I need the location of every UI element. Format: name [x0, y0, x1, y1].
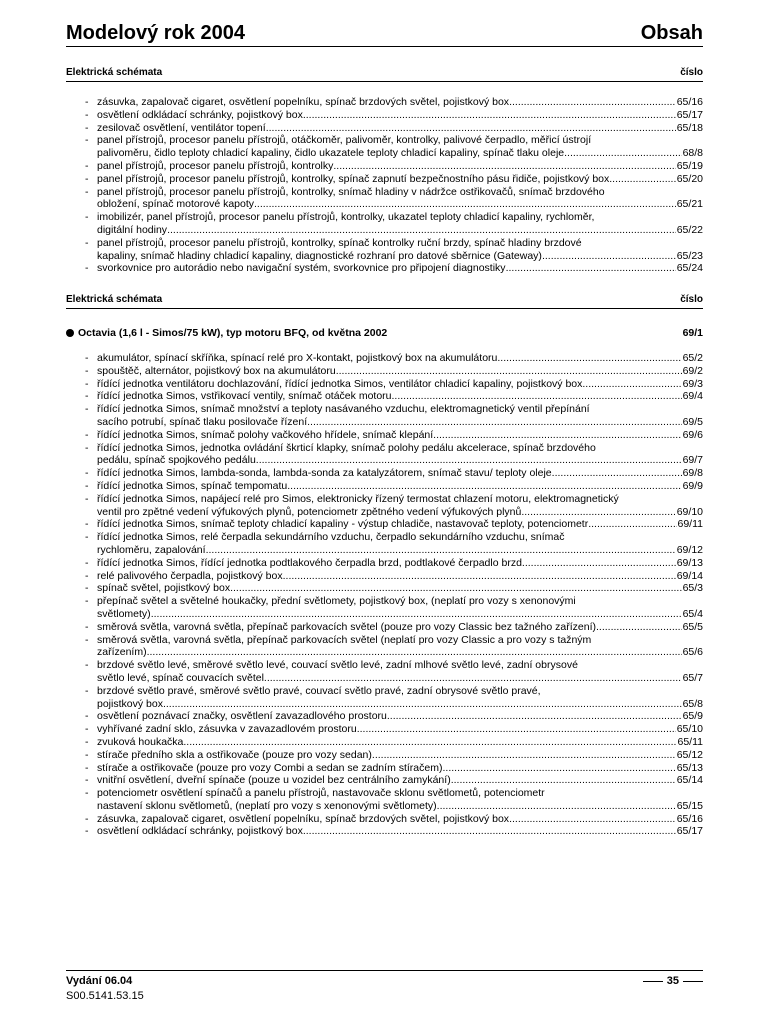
toc-entry: [66, 787, 703, 813]
entry-page: 65/6: [682, 646, 703, 659]
entry-text: směrová světla, varovná světla, přepínač parkovacích světel (neplatí pro vozy Classic a pro vozy s tažným: [97, 633, 592, 646]
entry-text: řídící jednotka Simos, lambda-sonda, lambda-sonda za katalyzátorem, snímač stavu/ teploty oleje: [97, 467, 552, 480]
dot-leader: [521, 506, 675, 519]
dot-leader: [433, 429, 681, 442]
entry-page: 65/8: [682, 697, 703, 710]
section1-col: číslo: [680, 67, 703, 78]
entry-text: akumulátor, spínací skříňka, spínací relé pro X-kontakt, pojistkový box na akumulátoru: [97, 352, 498, 364]
document-page: [66, 0, 703, 1024]
dot-leader: [167, 224, 676, 237]
entry-text: světlo levé, spínač couvacích světel: [97, 671, 264, 684]
entry-page: 65/22: [676, 223, 703, 236]
entry-line: [97, 749, 703, 762]
page-header: [66, 20, 703, 46]
entry-text: řídící jednotka Simos, snímač polohy vačkového hřídele, snímač klepání: [97, 428, 434, 441]
toc-entry: [66, 634, 703, 660]
entry-page: 65/23: [676, 249, 703, 262]
entry-line: [97, 480, 703, 493]
entry-page: 69/14: [676, 569, 703, 582]
entry-dash: -: [85, 403, 89, 416]
dot-leader: [451, 774, 676, 787]
entry-page: 65/14: [676, 774, 703, 787]
entry-dash: -: [85, 390, 89, 403]
page-dash-left: [643, 981, 663, 982]
entry-line: [97, 96, 703, 109]
entry-line: [97, 582, 703, 595]
footer-page: [643, 975, 703, 987]
entry-page: 69/13: [676, 556, 703, 569]
entry-text: brzdové světlo levé, směrové světlo levé, couvací světlo levé, zadní mlhové světlo levé, zadní obrysové: [97, 659, 578, 672]
toc-entry: [66, 723, 703, 736]
entry-line: [97, 122, 703, 135]
entry-dash: -: [85, 352, 89, 364]
entry-page: 65/7: [682, 671, 703, 684]
dot-leader: [357, 723, 676, 736]
entry-dash: -: [85, 684, 89, 697]
entry-line: [97, 608, 703, 621]
entry-page: 65/18: [676, 121, 703, 134]
entry-line: [97, 390, 703, 403]
entry-line: [97, 198, 703, 211]
toc-entry: [66, 186, 703, 212]
entry-text: stírače a ostřikovače (pouze pro vozy Combi a sedan se zadním stíračem): [97, 761, 443, 774]
entry-text: zesilovač osvětlení, ventilátor topení: [97, 121, 266, 134]
page-dash-right: [683, 981, 703, 982]
entry-line: [97, 454, 703, 467]
entry-text: relé palivového čerpadla, pojistkový box: [97, 569, 283, 582]
dot-leader: [147, 646, 682, 659]
toc-entry: [66, 390, 703, 403]
dot-leader: [283, 570, 676, 583]
entry-dash: -: [85, 735, 89, 748]
dot-leader: [333, 160, 675, 173]
entry-text: směrová světla, varovná světla, přepínač parkovacích světel (pouze pro vozy Classic bez tažného zařízení): [97, 620, 596, 633]
toc-entry: [66, 736, 703, 749]
entry-line: [97, 160, 703, 173]
toc-entry: [66, 774, 703, 787]
entry-page: 65/15: [676, 799, 703, 812]
entry-text: digitální hodiny: [97, 223, 168, 236]
entry-dash: -: [85, 531, 89, 544]
entry-line: [97, 685, 703, 698]
entry-text: kapaliny, snímač hladiny chladicí kapaliny, diagnostické rozhraní pro datové sběrnice (Gateway): [97, 249, 542, 262]
entry-text: brzdové světlo pravé, směrové světlo pravé, couvací světlo pravé, zadní obrysové světlo pravé,: [97, 684, 541, 697]
entry-text: pojistkový box: [97, 697, 163, 710]
entry-page: 65/16: [676, 812, 703, 825]
entry-text: osvětlení odkládací schránky, pojistkový box: [97, 825, 303, 838]
entry-line: [97, 134, 703, 147]
entry-text: pedálu, spínač spojkového pedálu: [97, 454, 256, 467]
entry-line: [97, 365, 703, 378]
entry-text: zařízením): [97, 646, 147, 659]
entry-dash: -: [85, 761, 89, 774]
entry-line: [97, 621, 703, 634]
entry-dash: -: [85, 492, 89, 505]
entry-dash: -: [85, 377, 89, 390]
entry-dash: -: [85, 134, 89, 147]
dot-leader: [609, 173, 675, 186]
entry-line: [97, 595, 703, 608]
entry-dash: -: [85, 620, 89, 633]
entry-page: 65/5: [682, 620, 703, 633]
entry-dash: -: [85, 262, 89, 275]
entry-text: zásuvka, zapalovač cigaret, osvětlení popelníku, spínač brzdových světel, pojistkový box: [97, 812, 510, 825]
entry-dash: -: [85, 633, 89, 646]
dot-leader: [392, 390, 682, 403]
entry-text: palivoměru, čidlo teploty chladicí kapaliny, čidlo ukazatele teploty chladicí kapaliny, spínač tlaku oleje: [97, 147, 565, 160]
entry-line: [97, 634, 703, 647]
dot-leader: [266, 122, 676, 135]
dot-leader: [509, 96, 676, 109]
toc-entry: [66, 262, 703, 275]
entry-line: [97, 416, 703, 429]
entry-text: spínač světel, pojistkový box: [97, 582, 231, 595]
dot-leader: [522, 557, 676, 570]
section1-list: [66, 96, 703, 275]
entry-dash: -: [85, 710, 89, 723]
model-heading: [66, 326, 703, 340]
entry-page: 65/3: [682, 582, 703, 595]
entry-page: 65/16: [676, 96, 703, 108]
entry-page: 65/19: [676, 159, 703, 172]
toc-entry: [66, 442, 703, 468]
entry-page: 65/13: [676, 761, 703, 774]
page-number: 35: [666, 975, 679, 987]
model-page: 69/1: [682, 327, 703, 339]
toc-entry: [66, 365, 703, 378]
section2-title: Elektrická schémata: [66, 294, 163, 305]
entry-page: 65/21: [676, 198, 703, 211]
section2-col: číslo: [680, 294, 703, 305]
entry-line: [97, 147, 703, 160]
dot-leader: [596, 621, 682, 634]
entry-dash: -: [85, 825, 89, 838]
header-rule: [66, 46, 703, 47]
entry-line: [97, 698, 703, 711]
entry-text: přepínač světel a světelné houkačky, přední světlomety, pojistkový box, (neplatí pro vozy s xenonovými: [97, 595, 576, 608]
entry-dash: -: [85, 518, 89, 531]
entry-text: vnitřní osvětlení, dveřní spínače (pouze u vozidel bez centrálního zamykání): [97, 774, 451, 787]
dot-leader: [437, 800, 676, 813]
footer-edition: Vydání 06.04: [66, 975, 133, 987]
entry-line: [97, 774, 703, 787]
dot-leader: [303, 109, 676, 122]
entry-line: [97, 762, 703, 775]
entry-dash: -: [85, 108, 89, 121]
entry-text: spouštěč, alternátor, pojistkový box na akumulátoru: [97, 364, 336, 377]
entry-page: 65/10: [676, 723, 703, 736]
toc-entry: [66, 659, 703, 685]
entry-dash: -: [85, 441, 89, 454]
entry-line: [97, 672, 703, 685]
dot-leader: [542, 250, 676, 263]
entry-page: 65/17: [676, 108, 703, 121]
entry-text: panel přístrojů, procesor panelu přístrojů, kontrolky, snímač hladiny v nádržce ostřikovačů, snímač brzdového: [97, 185, 605, 198]
entry-line: [97, 250, 703, 263]
toc-entry: [66, 211, 703, 237]
entry-line: [97, 825, 703, 838]
entry-page: 69/5: [682, 415, 703, 428]
entry-dash: -: [85, 467, 89, 480]
entry-dash: -: [85, 569, 89, 582]
dot-leader: [582, 378, 681, 391]
toc-entry: [66, 595, 703, 621]
dot-leader: [206, 544, 676, 557]
dot-leader: [287, 480, 681, 493]
entry-line: [97, 723, 703, 736]
dot-leader: [336, 365, 682, 378]
entry-line: [97, 173, 703, 186]
toc-entry: [66, 749, 703, 762]
toc-entry: [66, 685, 703, 711]
section2-heading: [66, 293, 703, 307]
entry-page: 69/12: [676, 543, 703, 556]
entry-dash: -: [85, 185, 89, 198]
entry-dash: -: [85, 364, 89, 377]
entry-dash: -: [85, 812, 89, 825]
entry-line: [97, 787, 703, 800]
toc-entry: [66, 813, 703, 826]
dot-leader: [230, 582, 681, 595]
entry-text: vyhřívané zadní sklo, zásuvka v zavazadlovém prostoru: [97, 723, 357, 736]
entry-dash: -: [85, 211, 89, 224]
entry-line: [97, 659, 703, 672]
toc-entry: [66, 96, 703, 109]
entry-text: řídící jednotka Simos, snímač množství a teploty nasávaného vzduchu, elektromagnetický ventil přepínání: [97, 403, 590, 416]
entry-dash: -: [85, 172, 89, 185]
entry-line: [97, 262, 703, 275]
dot-leader: [509, 813, 676, 826]
entry-text: světlomety): [97, 607, 151, 620]
toc-entry: [66, 352, 703, 365]
entry-dash: -: [85, 159, 89, 172]
entry-page: 65/9: [682, 710, 703, 723]
entry-page: 69/4: [682, 390, 703, 403]
entry-text: řídící jednotka Simos, napájecí relé pro Simos, elektronicky řízený termostat chlazení motoru, elektromagnetický: [97, 492, 619, 505]
entry-line: [97, 224, 703, 237]
dot-leader: [564, 147, 681, 160]
entry-page: 65/2: [682, 352, 703, 364]
entry-line: [97, 211, 703, 224]
entry-text: řídící jednotka Simos, snímač teploty chladicí kapaliny - výstup chladiče, nastavovač teploty, potenciometr: [97, 518, 589, 531]
entry-line: [97, 813, 703, 826]
entry-line: [97, 186, 703, 199]
dot-leader: [588, 518, 676, 531]
dot-leader: [254, 198, 676, 211]
entry-line: [97, 570, 703, 583]
entry-text: potenciometr osvětlení spínačů a panelu přístrojů, nastavovače sklonu světlometů, potenciometr: [97, 787, 545, 800]
entry-text: řídící jednotka Simos, vstřikovací ventily, snímač otáček motoru: [97, 390, 392, 403]
entry-line: [97, 544, 703, 557]
entry-page: 65/20: [676, 172, 703, 185]
entry-page: 69/11: [677, 518, 703, 531]
toc-entry: [66, 173, 703, 186]
toc-entry: [66, 134, 703, 160]
footer-code: S00.5141.53.15: [66, 990, 144, 1002]
entry-text: panel přístrojů, procesor panelu přístrojů, kontrolky, spínač zapnutí bezpečnostního pásu řidiče, pojistkový box: [97, 172, 610, 185]
entry-text: stírače předního skla a ostřikovače (pouze pro vozy sedan): [97, 748, 372, 761]
dot-leader: [387, 710, 682, 723]
entry-page: 68/8: [682, 147, 703, 160]
entry-page: 65/24: [676, 262, 703, 275]
entry-dash: -: [85, 479, 89, 492]
dot-leader: [506, 262, 676, 275]
dot-leader: [442, 762, 675, 775]
entry-text: řídící jednotka Simos, relé čerpadla sekundárního vzduchu, čerpadlo sekundárního vzduchu, snímač: [97, 531, 565, 544]
entry-page: 69/3: [682, 377, 703, 390]
footer-rule: [66, 970, 703, 971]
entry-line: [97, 736, 703, 749]
toc-entry: [66, 825, 703, 838]
entry-dash: -: [85, 723, 89, 736]
entry-text: zásuvka, zapalovač cigaret, osvětlení popelníku, spínač brzdových světel, pojistkový box: [97, 96, 510, 108]
dot-leader: [183, 736, 676, 749]
entry-text: osvětlení poznávací značky, osvětlení zavazadlového prostoru: [97, 710, 387, 723]
entry-line: [97, 506, 703, 519]
dot-leader: [552, 467, 682, 480]
header-section: Obsah: [640, 22, 703, 44]
entry-line: [97, 403, 703, 416]
entry-page: 69/7: [682, 454, 703, 467]
entry-line: [97, 531, 703, 544]
toc-entry: [66, 467, 703, 480]
entry-text: řídící jednotka ventilátoru dochlazování, řídící jednotka Simos, ventilátor chladicí kapaliny, pojistkový box: [97, 377, 583, 390]
toc-entry: [66, 429, 703, 442]
entry-text: svorkovnice pro autorádio nebo navigační systém, svorkovnice pro připojení diagnostiky: [97, 262, 506, 275]
entry-page: 69/8: [682, 467, 703, 480]
entry-line: [97, 352, 703, 365]
entry-text: sacího potrubí, spínač tlaku posilovače řízení: [97, 415, 308, 428]
dot-leader: [151, 608, 682, 621]
entry-line: [97, 442, 703, 455]
entry-dash: -: [85, 582, 89, 595]
bullet-icon: [66, 329, 74, 337]
entry-line: [97, 467, 703, 480]
section2-list: [66, 352, 703, 838]
toc-entry: [66, 493, 703, 519]
entry-dash: -: [85, 96, 89, 108]
entry-page: 69/9: [682, 479, 703, 492]
section1-title: Elektrická schémata: [66, 67, 163, 78]
entry-text: panel přístrojů, procesor panelu přístrojů, kontrolky, spínač kontrolky ruční brzdy, spínač hladiny brzdové: [97, 236, 582, 249]
dot-leader: [256, 454, 682, 467]
entry-line: [97, 710, 703, 723]
model-title: Octavia (1,6 l - Simos/75 kW), typ motoru BFQ, od května 2002: [78, 327, 388, 339]
entry-dash: -: [85, 659, 89, 672]
entry-line: [97, 237, 703, 250]
toc-entry: [66, 109, 703, 122]
entry-page: 69/6: [682, 428, 703, 441]
toc-entry: [66, 480, 703, 493]
toc-entry: [66, 237, 703, 263]
dot-leader: [303, 825, 676, 838]
toc-entry: [66, 582, 703, 595]
entry-dash: -: [85, 236, 89, 249]
entry-line: [97, 493, 703, 506]
entry-text: imobilizér, panel přístrojů, procesor panelu přístrojů, kontrolky, ukazatel teploty chladicí kapaliny, rychloměr,: [97, 211, 595, 224]
entry-page: 65/4: [682, 607, 703, 620]
entry-line: [97, 429, 703, 442]
entry-text: zvuková houkačka: [97, 735, 184, 748]
entry-text: ventil pro zpětné vedení výfukových plynů, potenciometr zpětného vedení výfukových plynů: [97, 505, 522, 518]
entry-line: [97, 109, 703, 122]
toc-entry: [66, 621, 703, 634]
entry-text: rychloměru, zapalování: [97, 543, 206, 556]
entry-line: [97, 557, 703, 570]
dot-leader: [264, 672, 682, 685]
toc-entry: [66, 570, 703, 583]
toc-entry: [66, 403, 703, 429]
toc-entry: [66, 557, 703, 570]
toc-entry: [66, 122, 703, 135]
entry-dash: -: [85, 748, 89, 761]
entry-text: panel přístrojů, procesor panelu přístrojů, kontrolky: [97, 159, 334, 172]
toc-entry: [66, 160, 703, 173]
entry-page: 69/2: [682, 364, 703, 377]
entry-line: [97, 518, 703, 531]
entry-text: panel přístrojů, procesor panelu přístrojů, otáčkoměr, palivoměr, kontrolky, palivové čerpadlo, měřicí ústrojí: [97, 134, 592, 147]
dot-leader: [497, 352, 681, 365]
entry-line: [97, 800, 703, 813]
toc-entry: [66, 710, 703, 723]
toc-entry: [66, 531, 703, 557]
dot-leader: [307, 416, 681, 429]
entry-dash: -: [85, 428, 89, 441]
entry-dash: -: [85, 595, 89, 608]
section2-rule: [66, 308, 703, 309]
entry-text: obložení, spínač motorové kapoty: [97, 198, 255, 211]
toc-entry: [66, 378, 703, 391]
entry-line: [97, 646, 703, 659]
entry-text: nastavení sklonu světlometů, (neplatí pro vozy s xenonovými světlomety): [97, 799, 437, 812]
entry-dash: -: [85, 774, 89, 787]
entry-page: 65/12: [676, 748, 703, 761]
toc-entry: [66, 518, 703, 531]
section1-heading: [66, 66, 703, 80]
entry-text: osvětlení odkládací schránky, pojistkový box: [97, 108, 303, 121]
dot-leader: [372, 749, 676, 762]
dot-leader: [163, 698, 682, 711]
entry-dash: -: [85, 121, 89, 134]
entry-line: [97, 378, 703, 391]
entry-page: 65/17: [676, 825, 703, 838]
entry-page: 65/11: [677, 735, 703, 748]
header-title: Modelový rok 2004: [66, 22, 245, 44]
entry-page: 69/10: [676, 505, 703, 518]
section1-rule: [66, 81, 703, 82]
entry-text: řídící jednotka Simos, řídící jednotka podtlakového čerpadla brzd, podtlakové čerpadlo brzd: [97, 556, 522, 569]
toc-entry: [66, 762, 703, 775]
entry-dash: -: [85, 556, 89, 569]
entry-text: řídící jednotka Simos, spínač tempomatu: [97, 479, 288, 492]
entry-text: řídící jednotka Simos, jednotka ovládání škrticí klapky, snímač polohy pedálu akcelerace, spínač brzdového: [97, 441, 596, 454]
entry-dash: -: [85, 787, 89, 800]
